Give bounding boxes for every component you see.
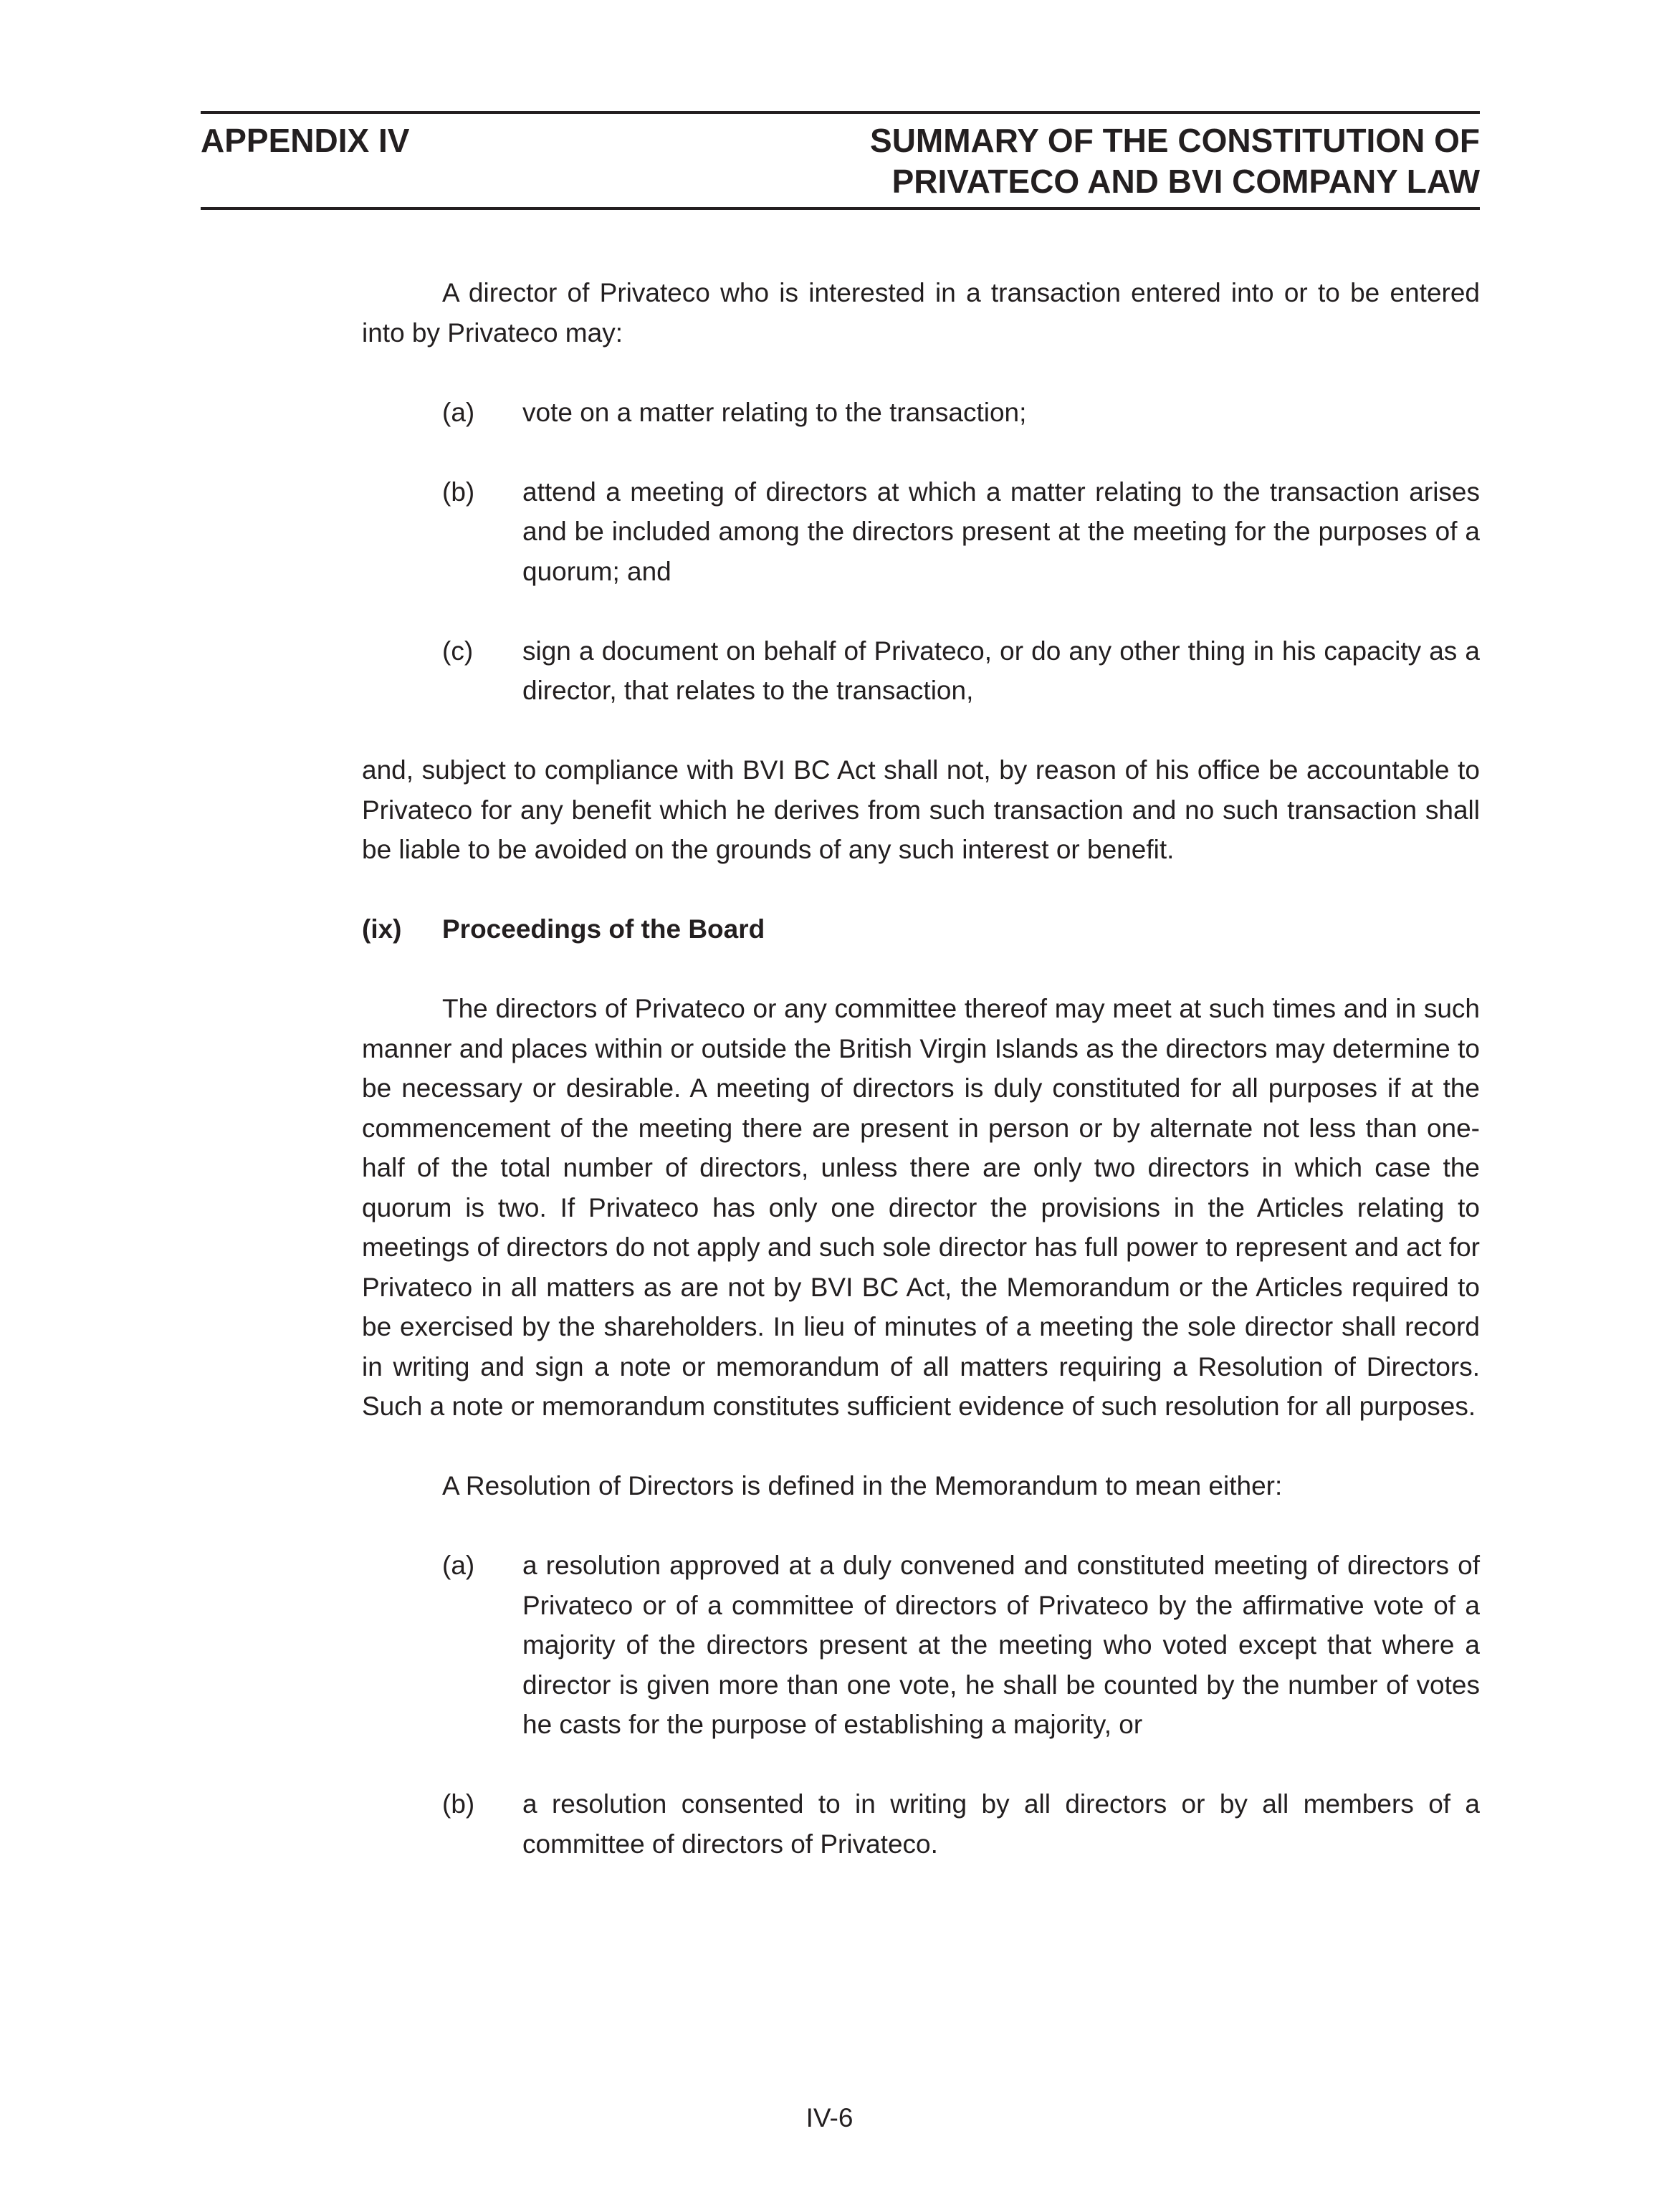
section-number: (ix) [362,914,402,944]
list-item-text: attend a meeting of directors at which a matter relating to the transaction arises and be included among the directors present at the meeting for the purposes of a quorum; and [522,477,1480,586]
list-item-label: (b) [442,477,475,507]
page-number: IV-6 [805,2103,854,2132]
resolution-definition-paragraph: A Resolution of Directors is defined in the Memorandum to mean either: [442,1471,1283,1500]
document-title-line-2: PRIVATECO AND BVI COMPANY LAW [891,163,1480,200]
list-item [442,1784,1480,1864]
list-item-text: a resolution consented to in writing by all directors or by all members of a committee of directors of Privateco. [522,1789,1480,1859]
section-heading [362,909,1480,949]
document-title-line-1: SUMMARY OF THE CONSTITUTION OF [870,122,1480,159]
list-item-text: sign a document on behalf of Privateco, or do any other thing in his capacity as a director, that relates to the transaction, [522,636,1480,705]
list-item [442,472,1480,592]
intro-paragraph: A director of Privateco who is interested in a transaction entered into or to be entered into by Privateco may: [362,278,1480,348]
board-proceedings-paragraph: The directors of Privateco or any committee thereof may meet at such times and in such manner and places within or outside the British Virgin Islands as the directors may determine to be necessary or desirable. A meeting of directors is duly constituted for all purposes if at the commencement of the meeting there are present in person or by alternate not less than one-half of the total number of directors, unless there are only two directors in which case the quorum is two. If Privateco has only one director the provisions in the Articles relating to meetings of directors do not apply and such sole director has full power to represent and act for Privateco in all matters as are not by BVI BC Act, the Memorandum or the Articles required to be exercised by the shareholders. In lieu of minutes of a meeting the sole director shall record in writing and sign a note or memorandum of all matters requiring a Resolution of Directors. Such a note or memorandum constitutes sufficient evidence of such resolution for all purposes. [362,994,1480,1421]
header-bottom-rule [201,207,1480,210]
appendix-label: APPENDIX IV [201,122,410,159]
list-item [442,393,1480,433]
header-top-rule [201,111,1480,114]
list-item [442,631,1480,711]
list-item [442,1546,1480,1745]
list-item-label: (c) [442,636,474,666]
list-item-text: a resolution approved at a duly convened and constituted meeting of directors of Privateco or of a committee of directors of Privateco by the affirmative vote of a majority of the directors present at the meeting who voted except that where a director is given more than one vote, he shall be counted by the number of votes he casts for the purpose of establishing a majority, or [522,1551,1480,1739]
page-content [362,273,1480,1864]
list-item-text: vote on a matter relating to the transaction; [522,397,1027,427]
list-item-label: (a) [442,1551,475,1580]
section-title: Proceedings of the Board [442,914,765,944]
list-item-label: (a) [442,397,475,427]
list-item-label: (b) [442,1789,475,1819]
document-title [870,120,1480,202]
continuation-paragraph: and, subject to compliance with BVI BC Act shall not, by reason of his office be accountable to Privateco for any benefit which he derives from such transaction and no such transaction shall be liable to be avoided on the grounds of any such interest or benefit. [362,755,1480,864]
